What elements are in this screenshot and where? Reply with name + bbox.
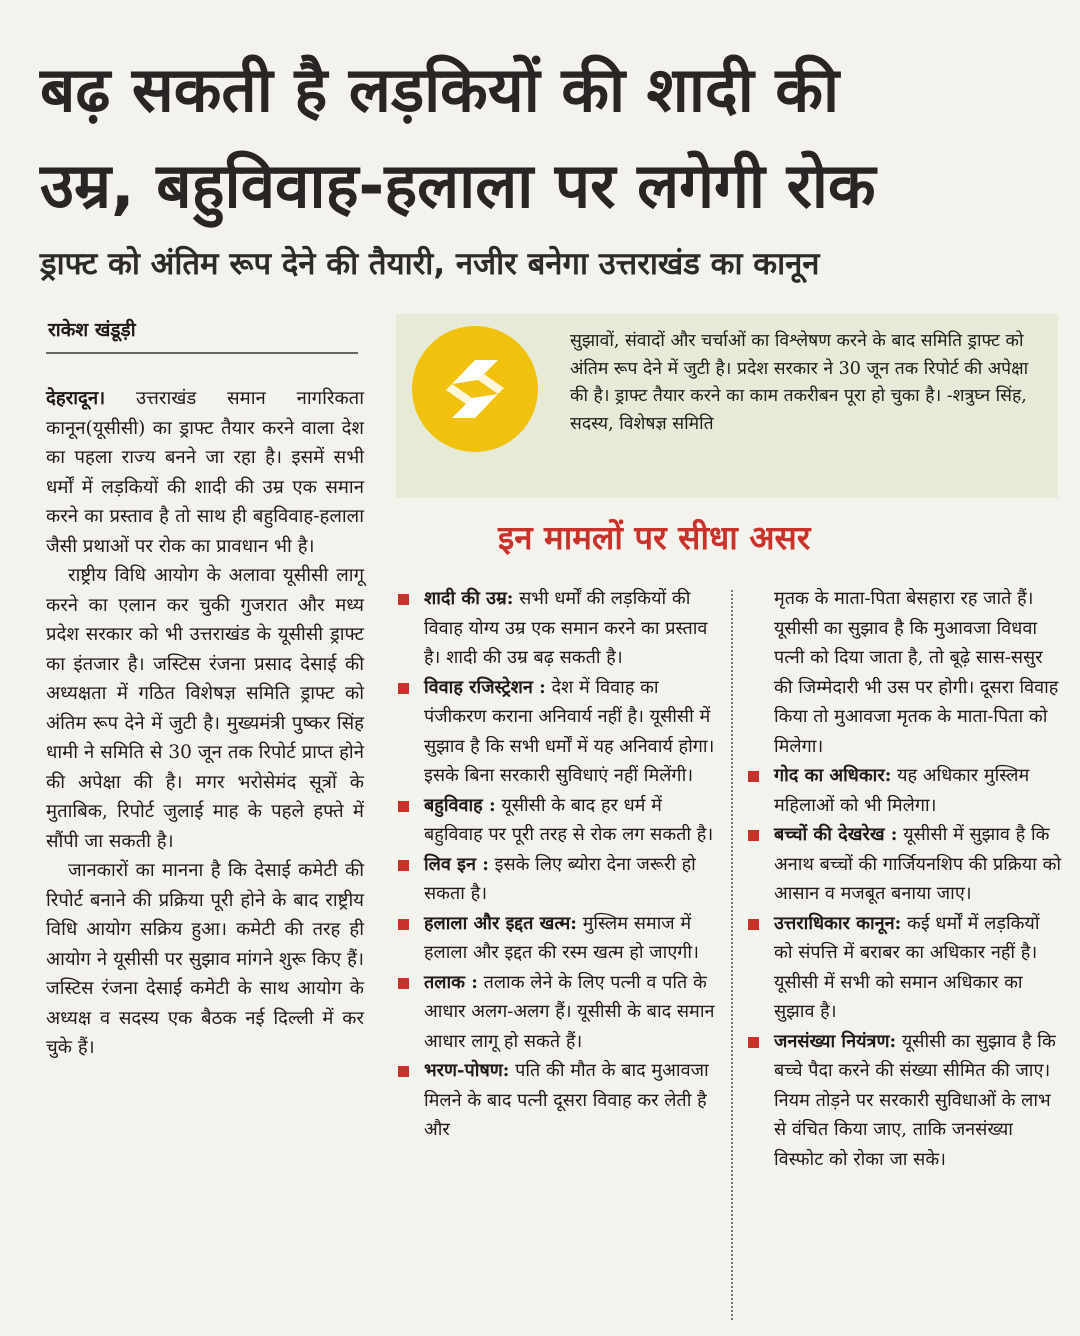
bullet-square-icon [398,860,409,871]
headline-line-2: उम्र, बहुविवाह-हलाला पर लगेगी रोक [40,149,876,222]
point-heading: भरण-पोषण: [424,1060,510,1081]
bullet-square-icon [748,771,759,782]
point-heading: विवाह रजिस्ट्रेशन : [424,676,546,698]
bullet-square-icon [748,1037,759,1048]
article-body [46,384,364,1063]
point-text: यूसीसी में सुझाव है कि अनाथ बच्चों की गार्जियनशिप की प्रक्रिया को आसान व मजबूत बनाया जाए। [774,824,1062,904]
point-item [746,909,1062,1027]
headline [40,42,1050,234]
point-item [396,791,716,850]
bullet-square-icon [398,683,409,694]
point-text: यह अधिकार मुस्लिम महिलाओं को भी मिलेगा। [774,765,1030,816]
quote-text: सुझावों, संवादों और चर्चाओं का विश्लेषण करने के बाद समिति ड्राफ्ट को अंतिम रूप देने में जुटी है। प्रदेश सरकार ने 30 जून तक रिपोर्ट की अपेक्षा की है। ड्राफ्ट तैयार करने का काम तकरीबन पूरा हो चुका है। -शत्रुघ्न सिंह, सदस्य, विशेषज्ञ समिति [570,331,1029,434]
point-heading: तलाक : [424,971,478,993]
point-text: सभी धर्मों की लड़कियों की विवाह योग्य उम्र एक समान करने का प्रस्ताव है। शादी की उम्र बढ़ सकती है। [424,588,708,668]
article-paragraph-3: जानकारों का मानना है कि देसाई कमेटी की रिपोर्ट बनाने की प्रक्रिया पूरी होने के बाद राष्ट्रीय विधि आयोग सक्रिय हुआ। कमेटी की तरह ही आयोग ने यूसीसी पर सुझाव मांगने शुरू किए हैं। जस्टिस रंजना देसाई कमेटी के साथ आयोग के अध्यक्ष व सदस्य एक बैठक नई दिल्ली में कर चुके हैं। [46,860,364,1058]
bullet-square-icon [748,830,759,841]
points-column-right [746,584,1062,1174]
headline-line-1: बढ़ सकती है लड़कियों की शादी की [40,53,840,126]
point-text: इसके लिए ब्योरा देना जरूरी हो सकता है। [424,853,696,904]
point-text: कई धर्मों में लड़कियों को संपत्ति में बराबर का अधिकार नहीं है। यूसीसी में सभी को समान अधिकार का सुझाव है। [774,912,1040,1022]
point-heading: जनसंख्या नियंत्रण: [774,1030,897,1052]
article-paragraph-2: राष्ट्रीय विधि आयोग के अलावा यूसीसी लागू करने का एलान कर चुकी गुजरात और मध्य प्रदेश सरकार को भी उत्तराखंड के यूसीसी ड्राफ्ट का इंतजार है। जस्टिस रंजना प्रसाद देसाई की अध्यक्षता में गठित विशेषज्ञ समिति ड्राफ्ट को अंतिम रूप देने में जुटी है। मुख्यमंत्री पुष्कर सिंह धामी ने समिति से 30 जून तक रिपोर्ट प्राप्त होने की अपेक्षा की है। मगर भरोसेमंद सूत्रों के मुताबिक, रिपोर्ट जुलाई माह के पहले हफ्ते में सौंपी जा सकती है। [46,565,364,852]
point-heading: हलाला और इद्दत खत्म: [424,912,577,934]
point-text: यूसीसी के बाद हर धर्म में बहुविवाह पर पूरी तरह से रोक लग सकती है। [424,794,714,845]
byline: राकेश खंडूड़ी [48,319,136,341]
point-item [746,761,1062,820]
point-text: देश में विवाह का पंजीकरण कराना अनिवार्य नहीं है। यूसीसी में सुझाव है कि सभी धर्मों में यह अनिवार्य होगा। इसके बिना सरकारी सुविधाएं नहीं मिलेंगी। [424,676,715,786]
article-paragraph-1-text: उत्तराखंड समान नागरिकता कानून(यूसीसी) का ड्राफ्ट तैयार करने वाला देश का पहला राज्य बनने जा रहा है। इसमें सभी धर्मों में लड़कियों की शादी की उम्र एक समान करने का प्रस्ताव है तो साथ ही बहुविवाह-हलाला जैसी प्रथाओं पर रोक का प्रावधान भी है। [46,388,364,557]
point-text: पति की मौत के बाद मुआवजा मिलने के बाद पत्नी दूसरा विवाह कर लेती है और [424,1060,709,1140]
point-text: मुस्लिम समाज में हलाला और इद्दत की रस्म खत्म हो जाएगी। [424,912,699,963]
bullet-square-icon [398,978,409,989]
byline-divider [46,352,358,354]
point-item [746,1027,1062,1175]
dateline: देहरादून। [46,388,106,409]
point-item [396,968,716,1057]
article-paragraph-1 [46,384,364,561]
point-item [396,909,716,968]
points-column-mid [396,584,716,1145]
point-item [396,584,716,673]
point-item [396,850,716,909]
swirl-logo-svg [412,326,538,452]
column-divider [731,590,733,1320]
bullet-square-icon [398,1066,409,1077]
subheadline: ड्राफ्ट को अंतिम रूप देने की तैयारी, नजीर बनेगा उत्तराखंड का कानून [40,246,820,282]
continued-text: मृतक के माता-पिता बेसहारा रह जाते हैं। यूसीसी का सुझाव है कि मुआवजा विधवा पत्नी को दिया जाता है, तो बूढ़े सास-ससुर की जिम्मेदारी भी उस पर होगी। दूसरा विवाह किया तो मुआवजा मृतक के माता-पिता को मिलेगा। [774,588,1059,757]
bullet-square-icon [398,919,409,930]
bullet-square-icon [748,919,759,930]
point-heading: बहुविवाह : [424,794,496,816]
point-text: तलाक लेने के लिए पत्नी व पति के आधार अलग-अलग हैं। यूसीसी के बाद समान आधार लागू हो सकते हैं। [424,971,715,1052]
point-item [396,1056,716,1145]
point-heading: शादी की उम्र: [424,588,514,609]
section-title: इन मामलों पर सीधा असर [498,518,811,557]
point-heading: गोद का अधिकार: [774,765,892,786]
point-item [396,673,716,791]
swirl-logo-icon [412,326,538,452]
point-heading: बच्चों की देखरेख : [774,824,898,845]
point-heading: लिव इन : [424,853,489,875]
bullet-square-icon [398,594,409,605]
point-text: यूसीसी का सुझाव है कि बच्चे पैदा करने की संख्या सीमित की जाए। नियम तोड़ने पर सरकारी सुविधाओं के लाभ से वंचित किया जाए, ताकि जनसंख्या विस्फोट को रोका जा सके। [774,1030,1056,1170]
point-heading: उत्तराधिकार कानून: [774,912,902,934]
point-item [746,820,1062,909]
bullet-square-icon [398,801,409,812]
